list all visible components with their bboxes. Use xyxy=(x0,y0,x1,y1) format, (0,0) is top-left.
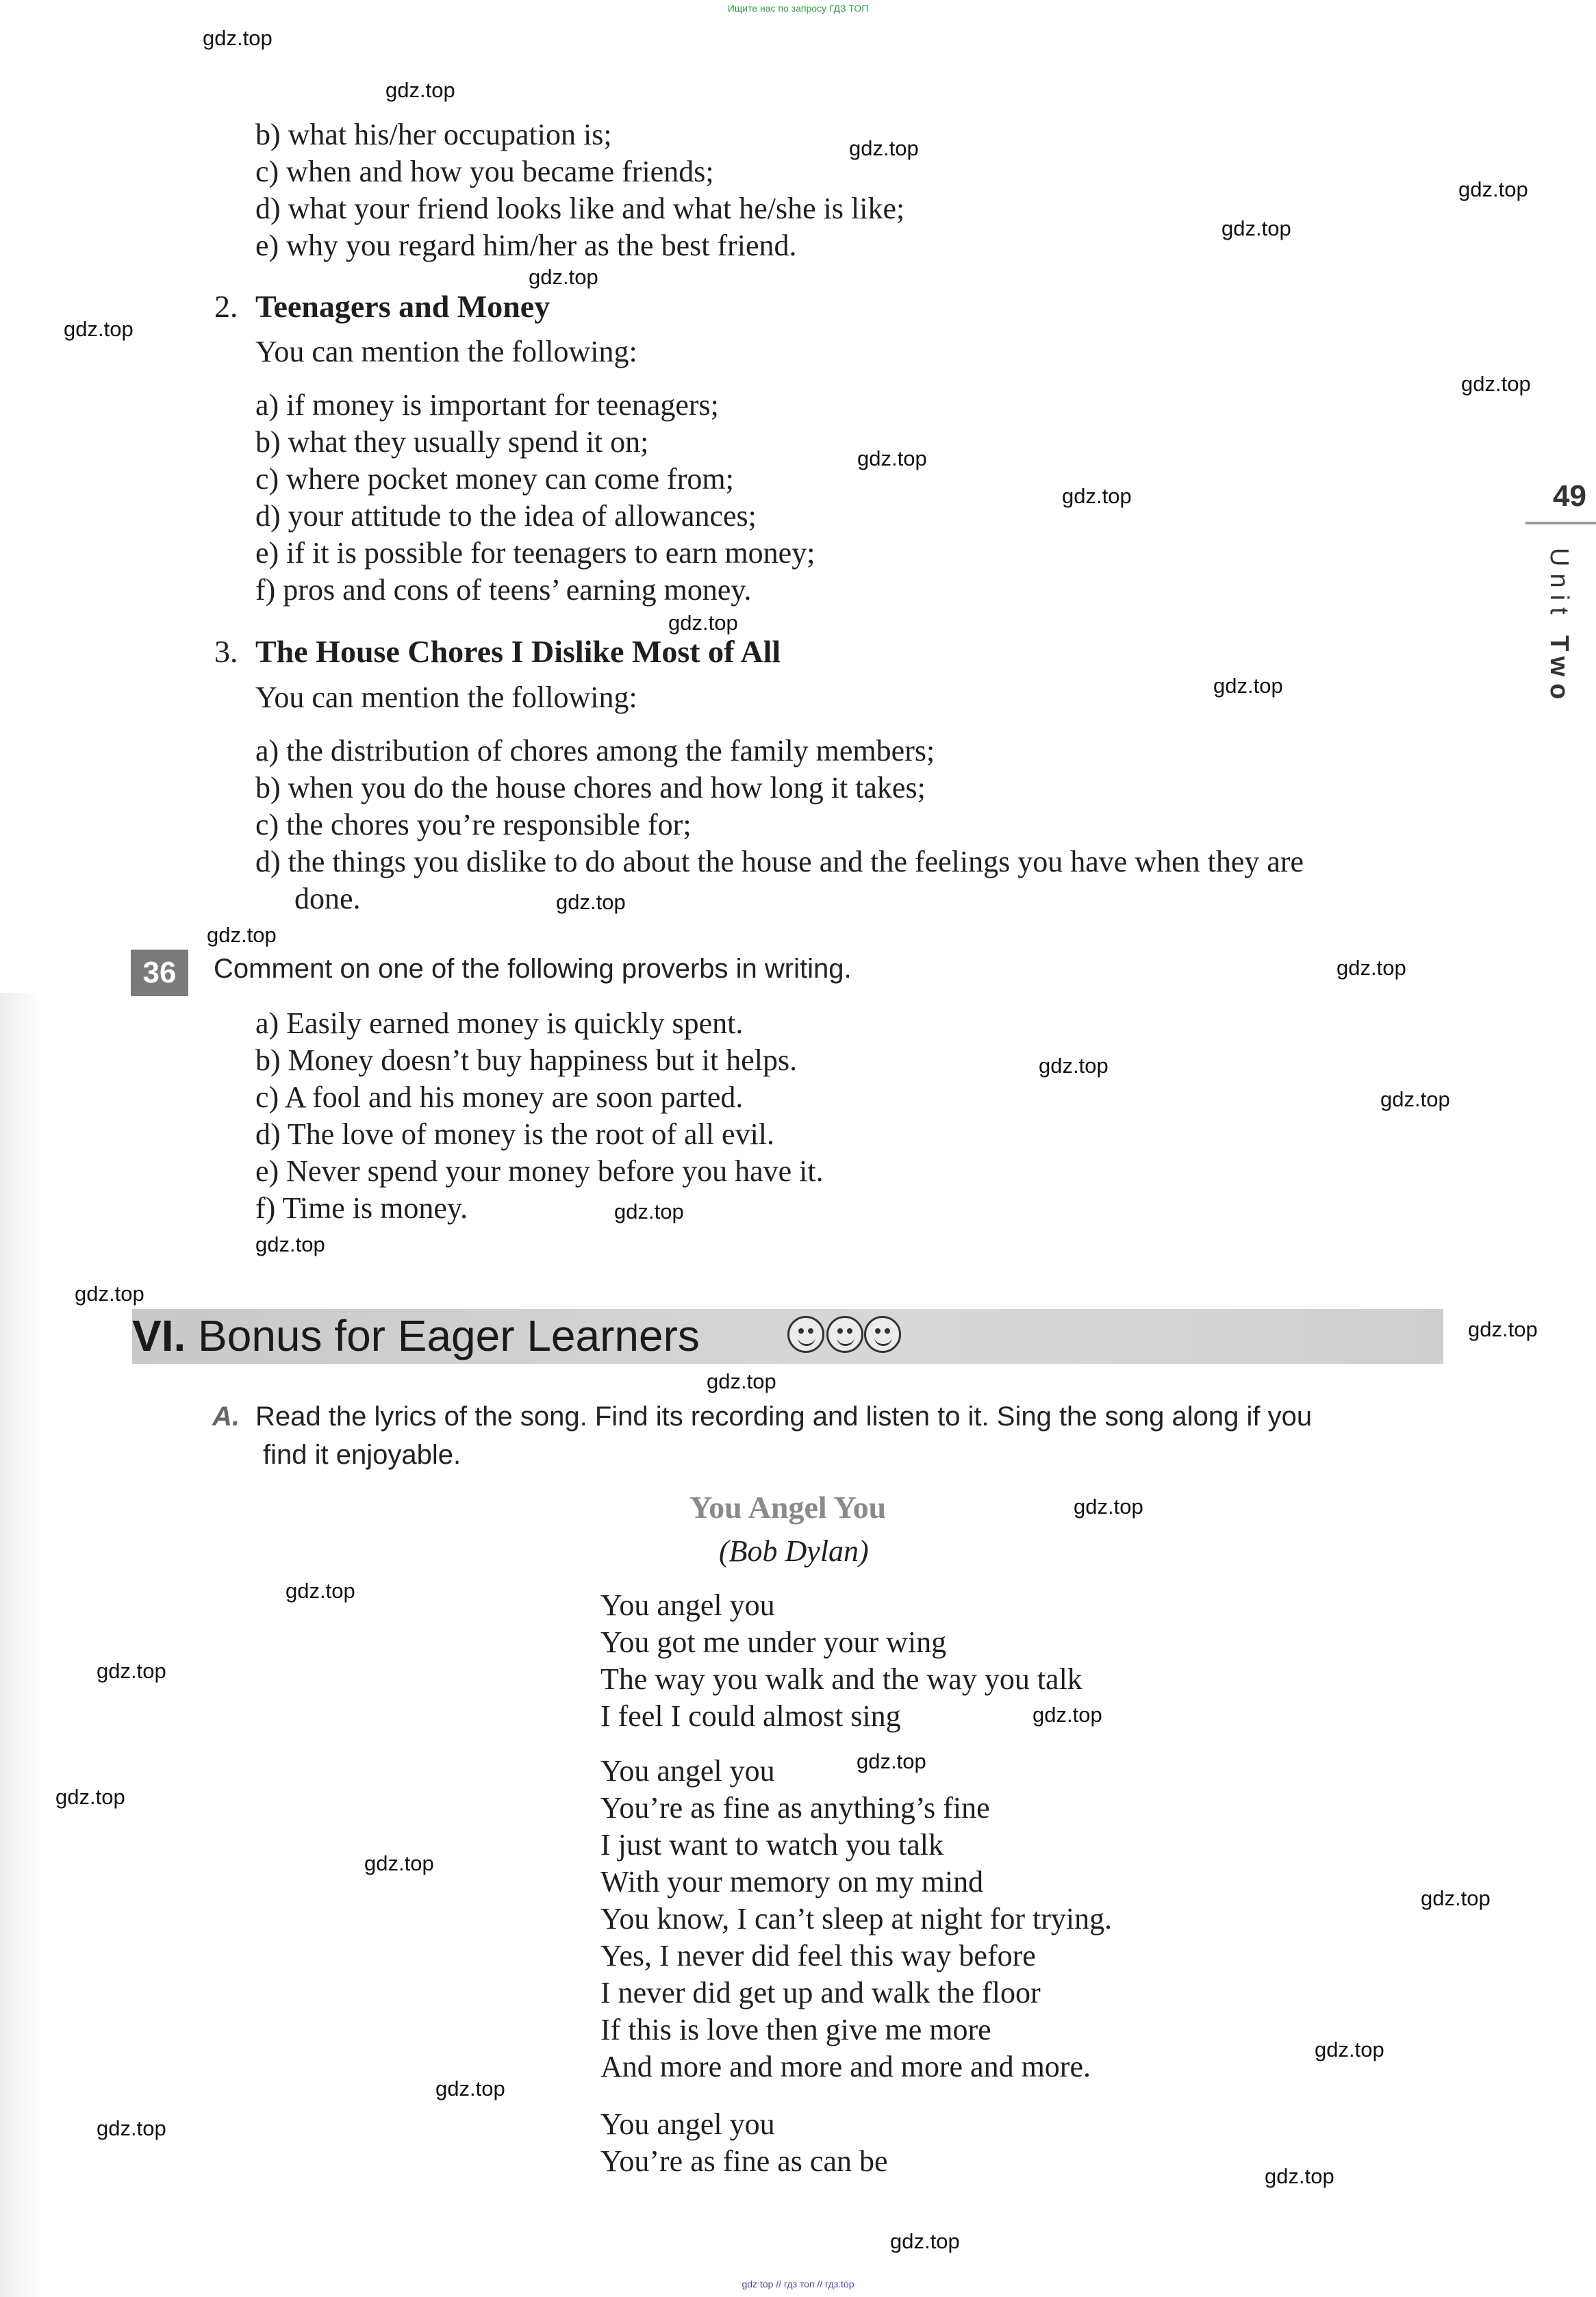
lyric-line: If this is love then give me more xyxy=(600,2013,991,2046)
lyric-line: You angel you xyxy=(600,1588,775,1622)
lyric-line: I just want to watch you talk xyxy=(600,1828,944,1862)
unit-side-label xyxy=(1545,548,1573,707)
watermark: gdz.top xyxy=(1380,1087,1450,1111)
lyric-line: You angel you xyxy=(600,1754,775,1788)
proverb-item: c) A fool and his money are soon parted. xyxy=(255,1080,744,1114)
watermark: gdz.top xyxy=(1421,1886,1491,1910)
topic1-item-e: e) why you regard him/her as the best friend. xyxy=(255,229,797,262)
lyric-line: Yes, I never did feel this way before xyxy=(600,1939,1036,1972)
watermark: gdz.top xyxy=(97,1659,166,1683)
lyric-line: You’re as fine as can be xyxy=(600,2144,888,2178)
watermark: gdz.top xyxy=(668,611,738,635)
topic2-item: b) what they usually spend it on; xyxy=(255,425,649,459)
topic2-title: Teenagers and Money xyxy=(255,289,550,324)
section-title xyxy=(132,1310,700,1361)
watermark: gdz.top xyxy=(255,1232,325,1256)
watermark: gdz.top xyxy=(1461,372,1531,396)
section-title-text: Bonus for Eager Learners xyxy=(198,1311,700,1360)
watermark: gdz.top xyxy=(207,923,277,947)
topic2-item: d) your attitude to the idea of allowances; xyxy=(255,499,757,533)
topic3-title: The House Chores I Dislike Most of All xyxy=(255,634,781,669)
watermark: gdz.top xyxy=(707,1369,776,1393)
proverb-item: b) Money doesn’t buy happiness but it helps. xyxy=(255,1043,798,1077)
smiley-icon xyxy=(826,1316,863,1353)
unit-name: Two xyxy=(1545,635,1573,707)
task-instruction-line2: find it enjoyable. xyxy=(263,1440,461,1470)
watermark: gdz.top xyxy=(1337,956,1406,980)
watermark: gdz.top xyxy=(1039,1054,1109,1078)
watermark: gdz.top xyxy=(55,1785,125,1809)
lyric-line: The way you walk and the way you talk xyxy=(600,1662,1082,1696)
watermark: gdz.top xyxy=(97,2116,166,2140)
watermark: gdz.top xyxy=(64,317,134,341)
topic2-number xyxy=(214,288,238,325)
watermark: gdz.top xyxy=(1468,1317,1538,1341)
topic1-item-c: c) when and how you became friends; xyxy=(255,155,714,188)
topic3-intro: You can mention the following: xyxy=(255,681,637,714)
topic3-item: b) when you do the house chores and how long it takes; xyxy=(255,771,926,804)
watermark: gdz.top xyxy=(435,2077,505,2101)
page-number: 49 xyxy=(1553,479,1586,513)
watermark: gdz.top xyxy=(849,136,919,160)
proverb-item: e) Never spend your money before you have it. xyxy=(255,1154,824,1188)
watermark: gdz.top xyxy=(364,1851,434,1875)
watermark: gdz.top xyxy=(1213,674,1283,698)
watermark: gdz.top xyxy=(556,890,626,914)
topic2-intro: You can mention the following: xyxy=(255,335,637,368)
task-instruction-line1: Read the lyrics of the song. Find its recording and listen to it. Sing the song along if you xyxy=(255,1401,1313,1432)
smiley-icon xyxy=(787,1316,824,1353)
topic3-item: d) the things you dislike to do about the house and the feelings you have when they are xyxy=(255,845,1304,878)
section-numeral: VI. xyxy=(132,1311,186,1360)
lyric-line: You angel you xyxy=(600,2107,775,2141)
song-title: You Angel You xyxy=(689,1490,887,1525)
song-author-text: (Bob Dylan) xyxy=(719,1534,869,1568)
topic2-item: f) pros and cons of teens’ earning money. xyxy=(255,573,752,607)
lyric-line: I feel I could almost sing xyxy=(600,1699,901,1733)
topic2-item: c) where pocket money can come from; xyxy=(255,462,734,496)
lyric-line: I never did get up and walk the floor xyxy=(600,1976,1041,2009)
exercise-instruction: Comment on one of the following proverbs in writing. xyxy=(214,954,852,984)
watermark: gdz.top xyxy=(286,1579,355,1603)
watermark: gdz.top xyxy=(1265,2164,1334,2188)
topic1-item-d: d) what your friend looks like and what he/she is like; xyxy=(255,192,905,225)
lyric-line: You know, I can’t sleep at night for trying. xyxy=(600,1902,1113,1936)
lyric-line: And more and more and more and more. xyxy=(600,2050,1091,2083)
topic3-item-continued: done. xyxy=(294,882,361,915)
watermark: gdz.top xyxy=(1033,1703,1102,1727)
watermark: gdz.top xyxy=(75,1282,144,1306)
watermark: gdz.top xyxy=(614,1200,684,1223)
topic3-number xyxy=(214,633,238,670)
topic2-number-text: 2. xyxy=(214,289,238,324)
watermark: gdz.top xyxy=(857,1749,926,1773)
side-divider xyxy=(1525,522,1596,524)
topic3-item: c) the chores you’re responsible for; xyxy=(255,808,692,841)
topic2-item: a) if money is important for teenagers; xyxy=(255,388,719,422)
watermark: gdz.top xyxy=(1458,177,1528,201)
lyric-line: With your memory on my mind xyxy=(600,1865,984,1899)
watermark: gdz.top xyxy=(1315,2038,1384,2061)
watermark: gdz.top xyxy=(203,26,273,50)
watermark: gdz.top xyxy=(1074,1495,1143,1519)
task-letter: A. xyxy=(212,1401,240,1432)
watermark: gdz.top xyxy=(857,446,927,470)
bottom-banner: gdz top // гдз топ // гдз.top xyxy=(742,2279,854,2289)
proverb-item: a) Easily earned money is quickly spent. xyxy=(255,1006,744,1040)
exercise-number-badge: 36 xyxy=(131,950,188,996)
song-author xyxy=(719,1534,869,1569)
lyric-line: You got me under your wing xyxy=(600,1625,947,1659)
watermark: gdz.top xyxy=(1062,484,1132,508)
top-banner: Ищите нас по запросу ГДЗ ТОП xyxy=(727,3,869,14)
topic3-item: a) the distribution of chores among the family members; xyxy=(255,734,935,767)
unit-word: Unit xyxy=(1545,548,1573,622)
proverb-item: f) Time is money. xyxy=(255,1191,468,1225)
watermark: gdz.top xyxy=(1221,216,1291,240)
topic2-item: e) if it is possible for teenagers to earn money; xyxy=(255,536,815,570)
smiley-icon xyxy=(864,1316,901,1353)
topic1-item-b: b) what his/her occupation is; xyxy=(255,118,612,151)
lyric-line: You’re as fine as anything’s fine xyxy=(600,1791,990,1825)
watermark: gdz.top xyxy=(529,265,598,289)
watermark: gdz.top xyxy=(890,2229,960,2253)
page-edge-shadow xyxy=(0,993,41,2297)
watermark: gdz.top xyxy=(385,78,455,102)
topic3-number-text: 3. xyxy=(214,634,238,669)
proverb-item: d) The love of money is the root of all evil. xyxy=(255,1117,775,1151)
